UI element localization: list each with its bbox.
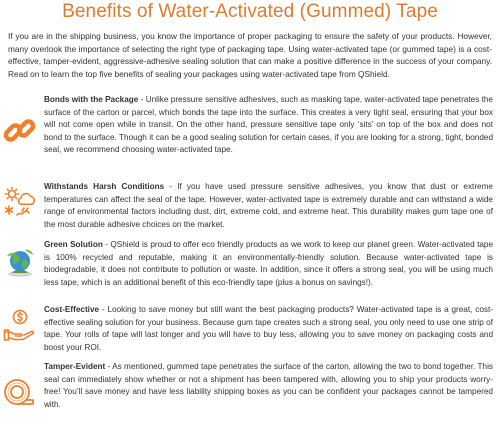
benefit-text — [44, 181, 493, 231]
intro-paragraph: If you are in the shipping business, you know the importance of proper packaging to ensure the safety of your products. However, many overlook the importance of selecting the right type of packaging tape. Using water-activated tape (or gummed tape) is a cost-effective, tamper-evident, aggressive-adhesive sealing solution that can make a positive difference in the success of your company. Read on to learn the top five benefits of sealing your packages using water-activated tape from QShield. — [8, 31, 492, 79]
tape-roll-icon — [3, 375, 37, 409]
benefit-heading: Green Solution — [44, 240, 103, 249]
money-hand-icon — [3, 308, 37, 342]
weather-conditions-icon — [3, 186, 37, 220]
benefit-heading: Cost-Effective — [44, 305, 100, 314]
benefit-heading: Bonds with the Package — [44, 95, 139, 104]
green-globe-icon — [3, 246, 37, 280]
benefit-body: - Looking to save money but still want the best packaging products? Water-activated tape is a great, cost-effective sealing solution for your business. Because gum tape creates such a strong seal, you only need to use one strip of tape. Your rolls of tape will last longer and you will have to buy less, allowing you to save money on packaging costs and boost your ROI. — [44, 305, 493, 352]
benefit-heading: Withstands Harsh Conditions — [44, 182, 165, 191]
page-title: Benefits of Water-Activated (Gummed) Tape — [62, 1, 438, 22]
chain-link-icon — [3, 114, 37, 148]
benefit-text — [44, 304, 493, 354]
benefit-body: - As mentioned, gummed tape penetrates the surface of the carton, allowing the two to bond together. This seal can immediately show whether or not a shipment has been tampered with, allowing you to ship your products worry-free! You’ll save money and have less liability shipping boxes as you can be confident your packages cannot be tampered with. — [44, 362, 493, 409]
benefit-text — [44, 361, 493, 411]
benefit-text — [44, 239, 493, 289]
benefit-body: - If you have used pressure sensitive adhesives, you know that dust or extreme temperatures can affect the seal of the tape. However, water-activated tape is extremely durable and can withstand a wide range of environmental factors including dust, dirt, extreme cold, and extreme heat. This durability makes gum tape one of the most durable adhesive choices on the market. — [44, 182, 493, 229]
benefit-heading: Tamper-Evident — [44, 362, 106, 371]
benefit-body: - QShield is proud to offer eco friendly products as we work to keep our planet green. Water-activated tape is 100% recycled and reputable, making it an environmentally-friendly solution. Because water-activated tape is biodegradable, it does not contribute to pollution or waste. In addition, since it offers a strong seal, you will be using much less tape, which is an additional benefit of this eco-friendly tape (plus a bonus on savings!). — [44, 240, 493, 287]
benefit-body: - Unlike pressure sensitive adhesives, such as masking tape, water-activated tape penetrates the surface of the carton or parcel, which bonds the tape into the surface. This creates a very tight seal, ensuring that your box will not come open while in transit. On the other hand, pressure sensitive tape only ‘sits’ on top of the box and does not bond to the surface. Though it can be a good sealing solution for certain cases, if you are looking for a strong, tight, bonded seal, we recommend choosing water-activated tape. — [44, 95, 493, 155]
benefit-text — [44, 94, 493, 157]
